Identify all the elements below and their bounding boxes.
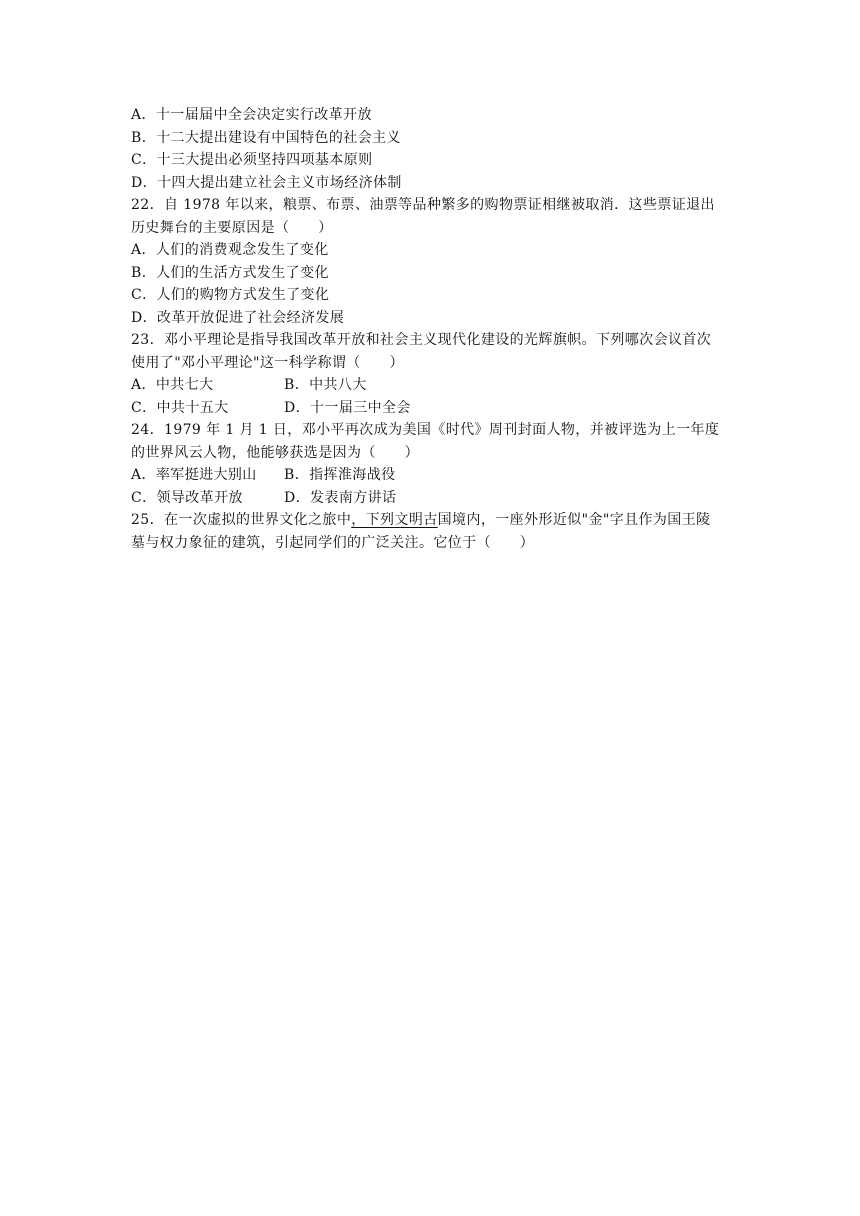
q23-options-row1 bbox=[131, 374, 731, 396]
q21-option-a: A．十一届届中全会决定实行改革开放 bbox=[131, 107, 372, 123]
q22-stem-line1: 22．自 1978 年以来，粮票、布票、油票等品种繁多的购物票证相继被取消．这些票证退出 bbox=[131, 197, 715, 213]
q22-option-d: D．改革开放促进了社会经济发展 bbox=[131, 310, 345, 326]
q23-option-b: B．中共八大 bbox=[284, 377, 367, 393]
q24-option-c: C．领导改革开放 bbox=[131, 490, 243, 506]
q25-stem-pre: 25．在一次虚拟的世界文化之旅中 bbox=[131, 512, 352, 528]
q22-option-b: B．人们的生活方式发生了变化 bbox=[131, 265, 329, 281]
q22-stem-line2: 历史舞台的主要原因是（ ） bbox=[131, 220, 333, 236]
q24-option-a: A．率军挺进大别山 bbox=[131, 467, 257, 483]
q25-stem-line2: 墓与权力象征的建筑，引起同学们的广泛关注。它位于（ ） bbox=[131, 535, 535, 551]
q24-option-b: B．指挥淮海战役 bbox=[284, 467, 396, 483]
q25-stem-line1 bbox=[131, 509, 731, 531]
q22-option-c: C．人们的购物方式发生了变化 bbox=[131, 287, 330, 303]
q24-stem-line1: 24．1979 年 1 月 1 日，邓小平再次成为美国《时代》周刊封面人物，并被评选为上一年度 bbox=[131, 422, 720, 438]
q23-stem-line1: 23．邓小平理论是指导我国改革开放和社会主义现代化建设的光辉旗帜。下列哪次会议首次 bbox=[131, 332, 712, 348]
q21-option-b: B．十二大提出建设有中国特色的社会主义 bbox=[131, 130, 401, 146]
q24-stem-line2: 的世界风云人物，他能够获选是因为（ ） bbox=[131, 445, 419, 461]
q24-options-row2 bbox=[131, 487, 731, 509]
q23-option-c: C．中共十五大 bbox=[131, 400, 229, 416]
q24-options-row1 bbox=[131, 464, 731, 486]
q21-option-c: C．十三大提出必须坚持四项基本原则 bbox=[131, 152, 373, 168]
q21-option-d: D．十四大提出建立社会主义市场经济体制 bbox=[131, 175, 402, 191]
q24-option-d: D．发表南方讲话 bbox=[284, 490, 397, 506]
q23-options-row2 bbox=[131, 397, 731, 419]
q22-option-a: A．人们的消费观念发生了变化 bbox=[131, 242, 329, 258]
q25-stem-underlined: ，下列文明古 bbox=[351, 512, 438, 528]
q23-stem-line2: 使用了"邓小平理论"这一科学称谓（ ） bbox=[131, 355, 404, 371]
q23-option-d: D．十一届三中全会 bbox=[284, 400, 411, 416]
q23-option-a: A．中共七大 bbox=[131, 377, 214, 393]
q25-stem-post: 国境内，一座外形近似"金"字且作为国王陵 bbox=[437, 512, 711, 528]
